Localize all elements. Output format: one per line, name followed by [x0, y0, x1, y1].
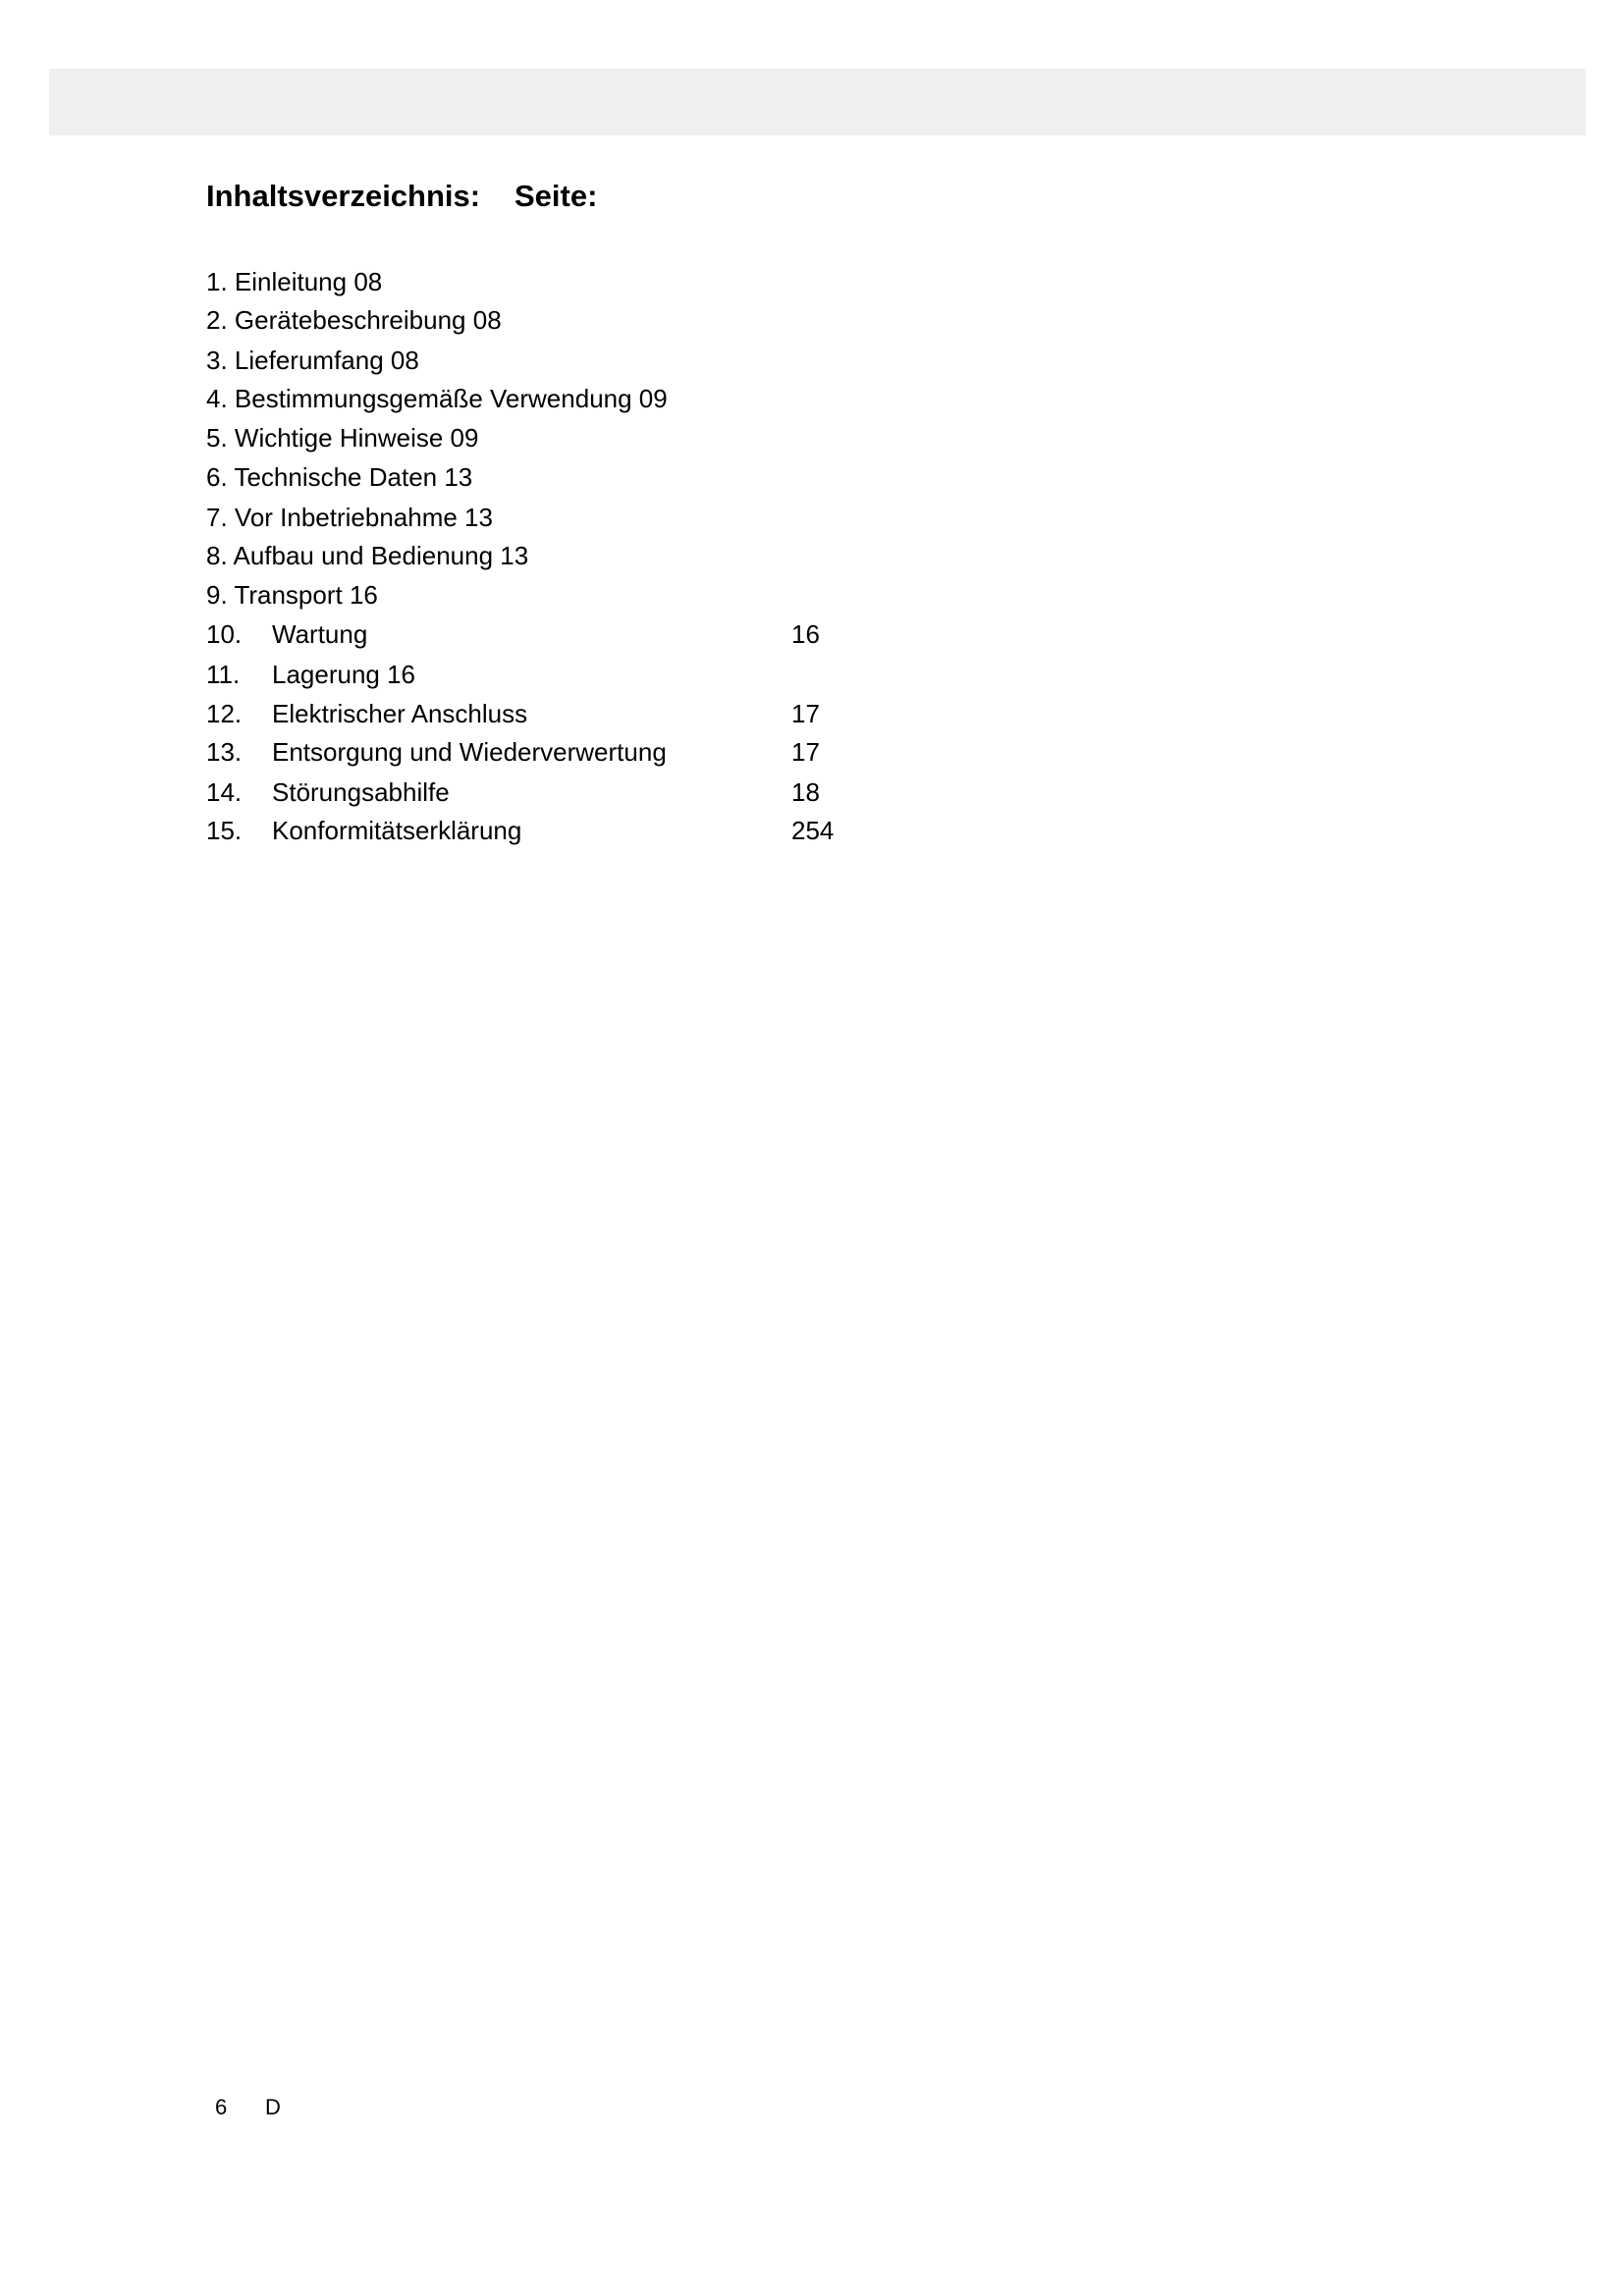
- toc-entry[interactable]: 4. Bestimmungsgemäße Verwendung 09: [206, 384, 668, 413]
- toc-heading-title: Inhaltsverzeichnis:: [206, 179, 481, 213]
- toc-entry-page: 18: [791, 777, 820, 807]
- toc-entry-title: Entsorgung und Wiederverwertung: [272, 737, 667, 767]
- toc-entry-title: Lagerung 16: [272, 660, 416, 689]
- toc-entry-page: 17: [791, 737, 820, 767]
- toc-entry-page: 17: [791, 699, 820, 728]
- toc-entry[interactable]: 1. Einleitung 08: [206, 267, 383, 296]
- toc-entry-number: 10.: [206, 619, 243, 649]
- toc-entry-number: 15.: [206, 816, 243, 845]
- toc-entry-number: 12.: [206, 699, 243, 728]
- toc-entry[interactable]: 8. Aufbau und Bedienung 13: [206, 541, 529, 570]
- toc-entry[interactable]: 2. Gerätebeschreibung 08: [206, 305, 502, 335]
- footer-page-number: 6: [215, 2095, 228, 2119]
- toc-entry[interactable]: 6. Technische Daten 13: [206, 462, 473, 492]
- toc-entry-title: Störungsabhilfe: [272, 777, 450, 807]
- toc-entry-title: Wartung: [272, 619, 368, 649]
- toc-entry-page: 254: [791, 816, 835, 845]
- toc-entry-number: 11.: [206, 660, 241, 689]
- toc-entry-title: Elektrischer Anschluss: [272, 699, 528, 728]
- toc-entry[interactable]: 5. Wichtige Hinweise 09: [206, 423, 479, 453]
- toc-entry-page: 16: [791, 619, 820, 649]
- page-footer: [215, 2095, 281, 2119]
- toc-entry[interactable]: 3. Lieferumfang 08: [206, 346, 419, 375]
- toc-entry[interactable]: 9. Transport 16: [206, 580, 378, 610]
- toc-list: [206, 0, 1090, 982]
- toc-entry-number: 13.: [206, 737, 243, 767]
- toc-entry-title: Konformitätserklärung: [272, 816, 522, 845]
- toc-entry-number: 14.: [206, 777, 243, 807]
- toc-entry[interactable]: 7. Vor Inbetriebnahme 13: [206, 503, 493, 532]
- toc-heading-page-label: Seite:: [514, 179, 598, 213]
- footer-language-code: D: [265, 2095, 281, 2119]
